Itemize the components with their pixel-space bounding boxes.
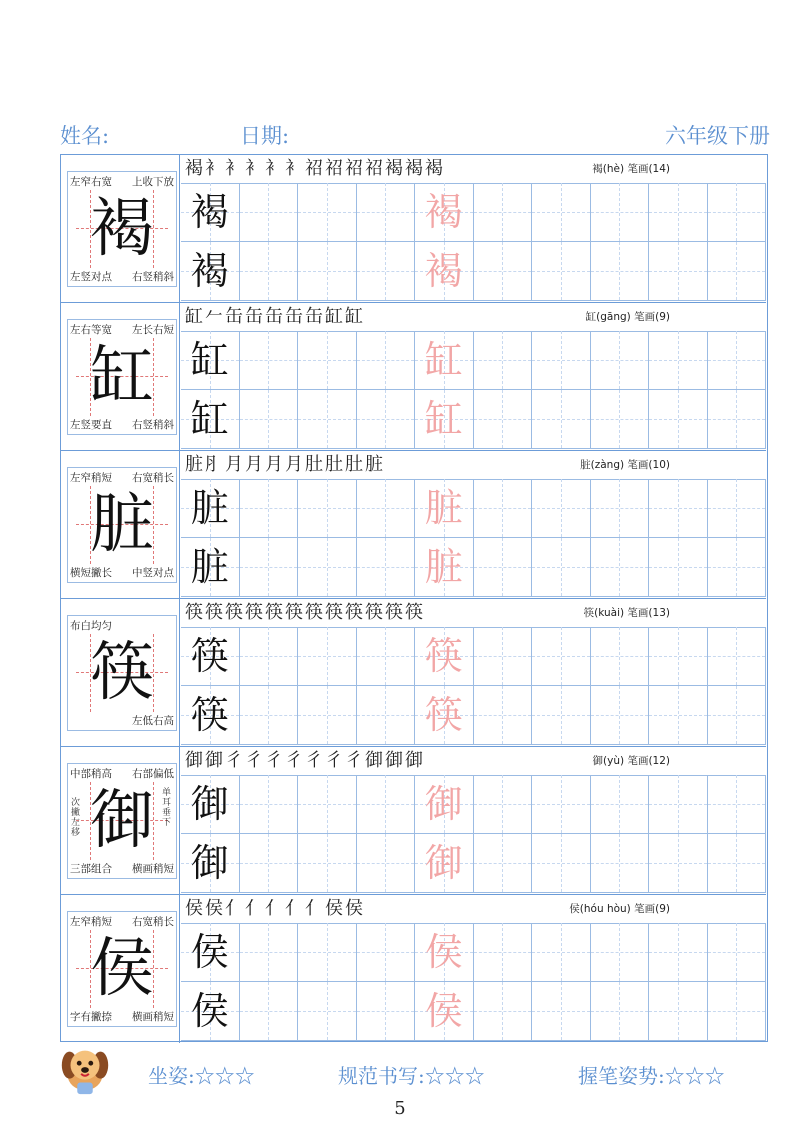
- column-divider: [179, 747, 180, 894]
- stroke-order-step: 月: [225, 454, 244, 475]
- writing-cell[interactable]: [474, 183, 533, 242]
- analysis-char: 御: [90, 784, 154, 858]
- trace-char: 侯: [424, 989, 463, 1033]
- writing-cell[interactable]: [240, 479, 299, 538]
- writing-cell[interactable]: [357, 627, 416, 686]
- stroke-order-step: 月: [245, 454, 264, 475]
- writing-cell[interactable]: [415, 390, 474, 449]
- stroke-order-sequence: [185, 303, 365, 331]
- writing-cell[interactable]: [181, 834, 240, 893]
- writing-cell[interactable]: [649, 331, 708, 390]
- writing-cell[interactable]: [240, 686, 299, 745]
- stroke-order-step: 筷: [365, 602, 384, 623]
- practice-grid: [181, 479, 766, 597]
- writing-cell[interactable]: [357, 331, 416, 390]
- writing-cell[interactable]: [240, 982, 299, 1041]
- char-analysis-card: [67, 319, 177, 435]
- writing-cell[interactable]: [240, 183, 299, 242]
- trace-char: 御: [424, 841, 463, 885]
- writing-cell[interactable]: [591, 390, 650, 449]
- writing-cell[interactable]: [181, 982, 240, 1041]
- writing-cell[interactable]: [532, 834, 591, 893]
- stroke-order-step: 亻: [225, 898, 244, 919]
- writing-cell[interactable]: [181, 686, 240, 745]
- writing-cell[interactable]: [649, 923, 708, 982]
- writing-tip: 中部稍高: [70, 768, 112, 780]
- writing-cell[interactable]: [240, 390, 299, 449]
- writing-cell[interactable]: [649, 775, 708, 834]
- stroke-order-step: 筷: [305, 602, 324, 623]
- writing-cell[interactable]: [591, 923, 650, 982]
- date-label: 日期:: [240, 124, 290, 148]
- writing-tip: 布白均匀: [70, 620, 112, 632]
- stroke-order-step: ⺼: [205, 454, 224, 475]
- writing-cell[interactable]: [591, 538, 650, 597]
- writing-tip: 右竖稍斜: [132, 419, 174, 431]
- char-analysis-card: [67, 763, 177, 879]
- writing-cell[interactable]: [181, 479, 240, 538]
- writing-cell[interactable]: [357, 538, 416, 597]
- trace-char: 褐: [424, 249, 463, 293]
- stroke-order-step: 御: [385, 750, 404, 771]
- stroke-order-step: 亻: [265, 898, 284, 919]
- writing-cell[interactable]: [298, 627, 357, 686]
- writing-cell[interactable]: [708, 923, 767, 982]
- stroke-order-step: 彳: [345, 750, 364, 771]
- trace-char: 筷: [424, 693, 463, 737]
- writing-cell[interactable]: [357, 686, 416, 745]
- writing-cell[interactable]: [298, 982, 357, 1041]
- writing-stars[interactable]: ☆☆☆: [424, 1064, 485, 1088]
- stroke-order-step: 筷: [325, 602, 344, 623]
- writing-cell[interactable]: [298, 538, 357, 597]
- column-divider: [179, 155, 180, 302]
- stroke-order-step: 衤: [205, 158, 224, 179]
- writing-cell[interactable]: [649, 479, 708, 538]
- writing-cell[interactable]: [649, 627, 708, 686]
- writing-cell[interactable]: [708, 982, 767, 1041]
- puppy-mascot-icon: [56, 1040, 114, 1098]
- writing-tip: 右宽稍长: [132, 916, 174, 928]
- writing-cell[interactable]: [298, 242, 357, 301]
- stroke-order-step: 褐: [385, 158, 404, 179]
- writing-cell[interactable]: [240, 834, 299, 893]
- stroke-order-step: 衤: [285, 158, 304, 179]
- writing-cell[interactable]: [240, 775, 299, 834]
- writing-cell[interactable]: [532, 183, 591, 242]
- writing-cell[interactable]: [415, 242, 474, 301]
- char-analysis-card: [67, 911, 177, 1027]
- model-char: 褐: [190, 190, 229, 234]
- writing-tip: 左竖对点: [70, 271, 112, 283]
- char-block: [61, 451, 766, 599]
- stroke-order-step: 侯: [185, 898, 204, 919]
- stroke-order-step: 月: [285, 454, 304, 475]
- practice-grid: [181, 775, 766, 893]
- writing-cell[interactable]: [357, 775, 416, 834]
- writing-tip: 左窄稍短: [70, 916, 112, 928]
- stroke-order-step: 筷: [285, 602, 304, 623]
- writing-cell[interactable]: [591, 242, 650, 301]
- writing-cell[interactable]: [357, 982, 416, 1041]
- stroke-order-step: 衤: [245, 158, 264, 179]
- stroke-order-step: 亻: [245, 898, 264, 919]
- writing-tip: 上收下放: [132, 176, 174, 188]
- stroke-order-step: 彳: [305, 750, 324, 771]
- writing-cell[interactable]: [708, 331, 767, 390]
- writing-cell[interactable]: [649, 982, 708, 1041]
- stroke-order-sequence: [185, 895, 365, 923]
- stroke-order-step: 𠂉: [205, 306, 224, 327]
- stroke-order-step: 祒: [325, 158, 344, 179]
- writing-cell[interactable]: [415, 923, 474, 982]
- writing-cell[interactable]: [298, 923, 357, 982]
- writing-cell[interactable]: [591, 775, 650, 834]
- writing-tip: 横画稍短: [132, 1011, 174, 1023]
- footer-ratings: [60, 1060, 772, 1092]
- writing-cell[interactable]: [591, 331, 650, 390]
- writing-cell[interactable]: [357, 923, 416, 982]
- stroke-order-step: 筷: [345, 602, 364, 623]
- writing-cell[interactable]: [298, 331, 357, 390]
- writing-cell[interactable]: [649, 242, 708, 301]
- writing-cell[interactable]: [708, 834, 767, 893]
- writing-cell[interactable]: [591, 183, 650, 242]
- writing-cell[interactable]: [415, 627, 474, 686]
- writing-tip: 左右等宽: [70, 324, 112, 336]
- writing-cell[interactable]: [532, 242, 591, 301]
- writing-cell[interactable]: [181, 390, 240, 449]
- writing-tip: 右部偏低: [132, 768, 174, 780]
- writing-cell[interactable]: [474, 242, 533, 301]
- writing-cell[interactable]: [708, 627, 767, 686]
- writing-cell[interactable]: [649, 686, 708, 745]
- stroke-order-step: 缸: [325, 306, 344, 327]
- writing-cell[interactable]: [181, 775, 240, 834]
- writing-cell[interactable]: [240, 627, 299, 686]
- stroke-order-step: 缶: [305, 306, 324, 327]
- char-block: [61, 895, 766, 1043]
- stroke-order-step: 缸: [185, 306, 204, 327]
- stroke-order-step: 肚: [325, 454, 344, 475]
- stroke-order-step: 御: [365, 750, 384, 771]
- trace-char: 筷: [424, 634, 463, 678]
- model-char: 筷: [190, 634, 229, 678]
- stroke-order-step: 祒: [365, 158, 384, 179]
- stroke-order-step: 御: [185, 750, 204, 771]
- model-char: 缸: [190, 338, 229, 382]
- stroke-order-step: 缶: [265, 306, 284, 327]
- writing-cell[interactable]: [415, 183, 474, 242]
- stroke-order-step: 衤: [265, 158, 284, 179]
- model-char: 御: [190, 841, 229, 885]
- stroke-order-step: 缶: [245, 306, 264, 327]
- stroke-order-step: 褐: [185, 158, 204, 179]
- writing-cell[interactable]: [591, 627, 650, 686]
- char-info: 筷(kuài) 笔画(13): [583, 607, 670, 619]
- stroke-order-step: 缶: [225, 306, 244, 327]
- writing-cell[interactable]: [708, 183, 767, 242]
- writing-cell[interactable]: [415, 775, 474, 834]
- writing-cell[interactable]: [240, 923, 299, 982]
- stroke-order-step: 褐: [405, 158, 424, 179]
- writing-tip: 横短撇长: [70, 567, 112, 579]
- practice-sheet: [60, 154, 768, 1042]
- writing-cell[interactable]: [532, 479, 591, 538]
- writing-cell[interactable]: [532, 775, 591, 834]
- stroke-order-step: 侯: [345, 898, 364, 919]
- model-char: 缸: [190, 397, 229, 441]
- trace-char: 缸: [424, 397, 463, 441]
- char-info: 侯(hóu hòu) 笔画(9): [569, 903, 670, 915]
- writing-cell[interactable]: [298, 479, 357, 538]
- page-number: 5: [394, 1098, 406, 1119]
- writing-cell[interactable]: [181, 627, 240, 686]
- writing-cell[interactable]: [708, 775, 767, 834]
- stroke-order-step: 祒: [305, 158, 324, 179]
- writing-tip-side: 单耳垂下: [162, 788, 172, 828]
- writing-cell[interactable]: [181, 242, 240, 301]
- writing-cell[interactable]: [415, 479, 474, 538]
- trace-char: 脏: [424, 486, 463, 530]
- model-char: 御: [190, 782, 229, 826]
- writing-tip: 左竖要直: [70, 419, 112, 431]
- writing-cell[interactable]: [474, 627, 533, 686]
- writing-cell[interactable]: [474, 479, 533, 538]
- writing-tip: 右竖稍斜: [132, 271, 174, 283]
- writing-cell[interactable]: [298, 834, 357, 893]
- trace-char: 缸: [424, 338, 463, 382]
- stroke-order-step: 彳: [265, 750, 284, 771]
- writing-cell[interactable]: [591, 479, 650, 538]
- writing-cell[interactable]: [415, 834, 474, 893]
- stroke-order-sequence: [185, 451, 385, 479]
- stroke-order-row: [181, 747, 766, 776]
- sitting-stars[interactable]: ☆☆☆: [194, 1064, 255, 1088]
- writing-cell[interactable]: [649, 390, 708, 449]
- stroke-order-step: 彳: [245, 750, 264, 771]
- worksheet-header: [60, 120, 770, 154]
- writing-cell[interactable]: [474, 331, 533, 390]
- writing-cell[interactable]: [532, 923, 591, 982]
- writing-cell[interactable]: [649, 538, 708, 597]
- column-divider: [179, 599, 180, 746]
- stroke-order-sequence: [185, 747, 425, 775]
- writing-cell[interactable]: [357, 183, 416, 242]
- char-analysis-card: [67, 467, 177, 583]
- writing-cell[interactable]: [474, 686, 533, 745]
- char-analysis-card: [67, 171, 177, 287]
- writing-tip: 三部组合: [70, 863, 112, 875]
- writing-cell[interactable]: [649, 183, 708, 242]
- stroke-order-step: 筷: [185, 602, 204, 623]
- column-divider: [179, 303, 180, 450]
- model-char: 脏: [190, 545, 229, 589]
- stroke-order-row: [181, 303, 766, 332]
- writing-tip: 横画稍短: [132, 863, 174, 875]
- writing-tip-side: 次撇左移: [71, 798, 81, 838]
- column-divider: [179, 895, 180, 1043]
- stroke-order-step: 肚: [305, 454, 324, 475]
- analysis-char: 脏: [90, 488, 154, 562]
- writing-cell[interactable]: [240, 242, 299, 301]
- analysis-char: 缸: [90, 340, 154, 414]
- analysis-char: 筷: [90, 636, 154, 710]
- stroke-order-step: 褐: [425, 158, 444, 179]
- analysis-char: 侯: [90, 932, 154, 1006]
- writing-tip: 左低右高: [132, 715, 174, 727]
- stroke-order-row: [181, 599, 766, 628]
- trace-char: 褐: [424, 190, 463, 234]
- stroke-order-step: 筷: [405, 602, 424, 623]
- practice-grid: [181, 627, 766, 745]
- stroke-order-step: 肚: [345, 454, 364, 475]
- practice-grid: [181, 923, 766, 1041]
- stroke-order-step: 衤: [225, 158, 244, 179]
- stroke-order-row: [181, 155, 766, 184]
- stroke-order-step: 侯: [205, 898, 224, 919]
- model-char: 筷: [190, 693, 229, 737]
- writing-cell[interactable]: [708, 242, 767, 301]
- writing-tip: 左长右短: [132, 324, 174, 336]
- writing-cell[interactable]: [474, 982, 533, 1041]
- writing-cell[interactable]: [240, 331, 299, 390]
- writing-cell[interactable]: [532, 982, 591, 1041]
- stroke-order-step: 筷: [225, 602, 244, 623]
- trace-char: 脏: [424, 545, 463, 589]
- writing-cell[interactable]: [181, 923, 240, 982]
- char-analysis-card: [67, 615, 177, 731]
- writing-cell[interactable]: [474, 834, 533, 893]
- writing-cell[interactable]: [708, 390, 767, 449]
- analysis-char: 褐: [90, 192, 154, 266]
- practice-grid: [181, 183, 766, 301]
- stroke-order-step: 筷: [265, 602, 284, 623]
- writing-cell[interactable]: [181, 183, 240, 242]
- stroke-order-step: 脏: [365, 454, 384, 475]
- writing-cell[interactable]: [591, 982, 650, 1041]
- stroke-order-step: 脏: [185, 454, 204, 475]
- model-char: 脏: [190, 486, 229, 530]
- grade-label: 六年级下册: [665, 124, 770, 148]
- writing-cell[interactable]: [474, 538, 533, 597]
- column-divider: [179, 451, 180, 598]
- writing-label: 规范书写:☆☆☆: [338, 1064, 485, 1088]
- model-char: 侯: [190, 930, 229, 974]
- stroke-order-step: 缶: [285, 306, 304, 327]
- stroke-order-step: 御: [205, 750, 224, 771]
- stroke-order-step: 彳: [225, 750, 244, 771]
- writing-cell[interactable]: [532, 390, 591, 449]
- writing-cell[interactable]: [532, 331, 591, 390]
- stroke-order-step: 祒: [345, 158, 364, 179]
- writing-tip: 右宽稍长: [132, 472, 174, 484]
- writing-cell[interactable]: [357, 242, 416, 301]
- grip-posture-label: 握笔姿势:☆☆☆: [578, 1064, 725, 1088]
- writing-cell[interactable]: [298, 686, 357, 745]
- char-info: 御(yù) 笔画(12): [592, 755, 670, 767]
- stroke-order-step: 筷: [245, 602, 264, 623]
- stroke-order-step: 月: [265, 454, 284, 475]
- writing-tip: 字有撇捺: [70, 1011, 112, 1023]
- writing-cell[interactable]: [298, 390, 357, 449]
- writing-cell[interactable]: [708, 686, 767, 745]
- trace-char: 侯: [424, 930, 463, 974]
- char-block: [61, 155, 766, 303]
- stroke-order-step: 筷: [385, 602, 404, 623]
- writing-tip: 中竖对点: [132, 567, 174, 579]
- writing-cell[interactable]: [240, 538, 299, 597]
- trace-char: 御: [424, 782, 463, 826]
- writing-cell[interactable]: [298, 775, 357, 834]
- writing-cell[interactable]: [415, 686, 474, 745]
- char-block: [61, 747, 766, 895]
- practice-grid: [181, 331, 766, 449]
- writing-cell[interactable]: [591, 834, 650, 893]
- stroke-order-step: 侯: [325, 898, 344, 919]
- stroke-order-row: [181, 895, 766, 924]
- stroke-order-step: 亻: [285, 898, 304, 919]
- sitting-posture-label: 坐姿:☆☆☆: [148, 1064, 255, 1088]
- writing-cell[interactable]: [708, 479, 767, 538]
- grip-stars[interactable]: ☆☆☆: [664, 1064, 725, 1088]
- char-info: 褐(hè) 笔画(14): [592, 163, 670, 175]
- char-info: 缸(gāng) 笔画(9): [585, 311, 670, 323]
- stroke-order-step: 彳: [285, 750, 304, 771]
- writing-cell[interactable]: [474, 775, 533, 834]
- writing-cell[interactable]: [181, 538, 240, 597]
- writing-cell[interactable]: [474, 923, 533, 982]
- writing-cell[interactable]: [532, 686, 591, 745]
- stroke-order-step: 筷: [205, 602, 224, 623]
- writing-cell[interactable]: [357, 834, 416, 893]
- writing-cell[interactable]: [181, 331, 240, 390]
- stroke-order-sequence: [185, 599, 425, 627]
- writing-cell[interactable]: [415, 538, 474, 597]
- model-char: 褐: [190, 249, 229, 293]
- writing-cell[interactable]: [708, 538, 767, 597]
- writing-cell[interactable]: [298, 183, 357, 242]
- name-label: 姓名:: [60, 124, 110, 148]
- stroke-order-step: 缸: [345, 306, 364, 327]
- stroke-order-sequence: [185, 155, 445, 183]
- writing-cell[interactable]: [532, 538, 591, 597]
- char-block: [61, 599, 766, 747]
- writing-cell[interactable]: [415, 331, 474, 390]
- writing-cell[interactable]: [474, 390, 533, 449]
- stroke-order-step: 彳: [325, 750, 344, 771]
- writing-cell[interactable]: [415, 982, 474, 1041]
- writing-tip: 左窄右宽: [70, 176, 112, 188]
- writing-cell[interactable]: [532, 627, 591, 686]
- char-block: [61, 303, 766, 451]
- stroke-order-step: 亻: [305, 898, 324, 919]
- writing-tip: 左窄稍短: [70, 472, 112, 484]
- model-char: 侯: [190, 989, 229, 1033]
- writing-cell[interactable]: [649, 834, 708, 893]
- writing-cell[interactable]: [357, 479, 416, 538]
- char-info: 脏(zàng) 笔画(10): [580, 459, 670, 471]
- writing-cell[interactable]: [357, 390, 416, 449]
- stroke-order-step: 御: [405, 750, 424, 771]
- writing-cell[interactable]: [591, 686, 650, 745]
- stroke-order-row: [181, 451, 766, 480]
